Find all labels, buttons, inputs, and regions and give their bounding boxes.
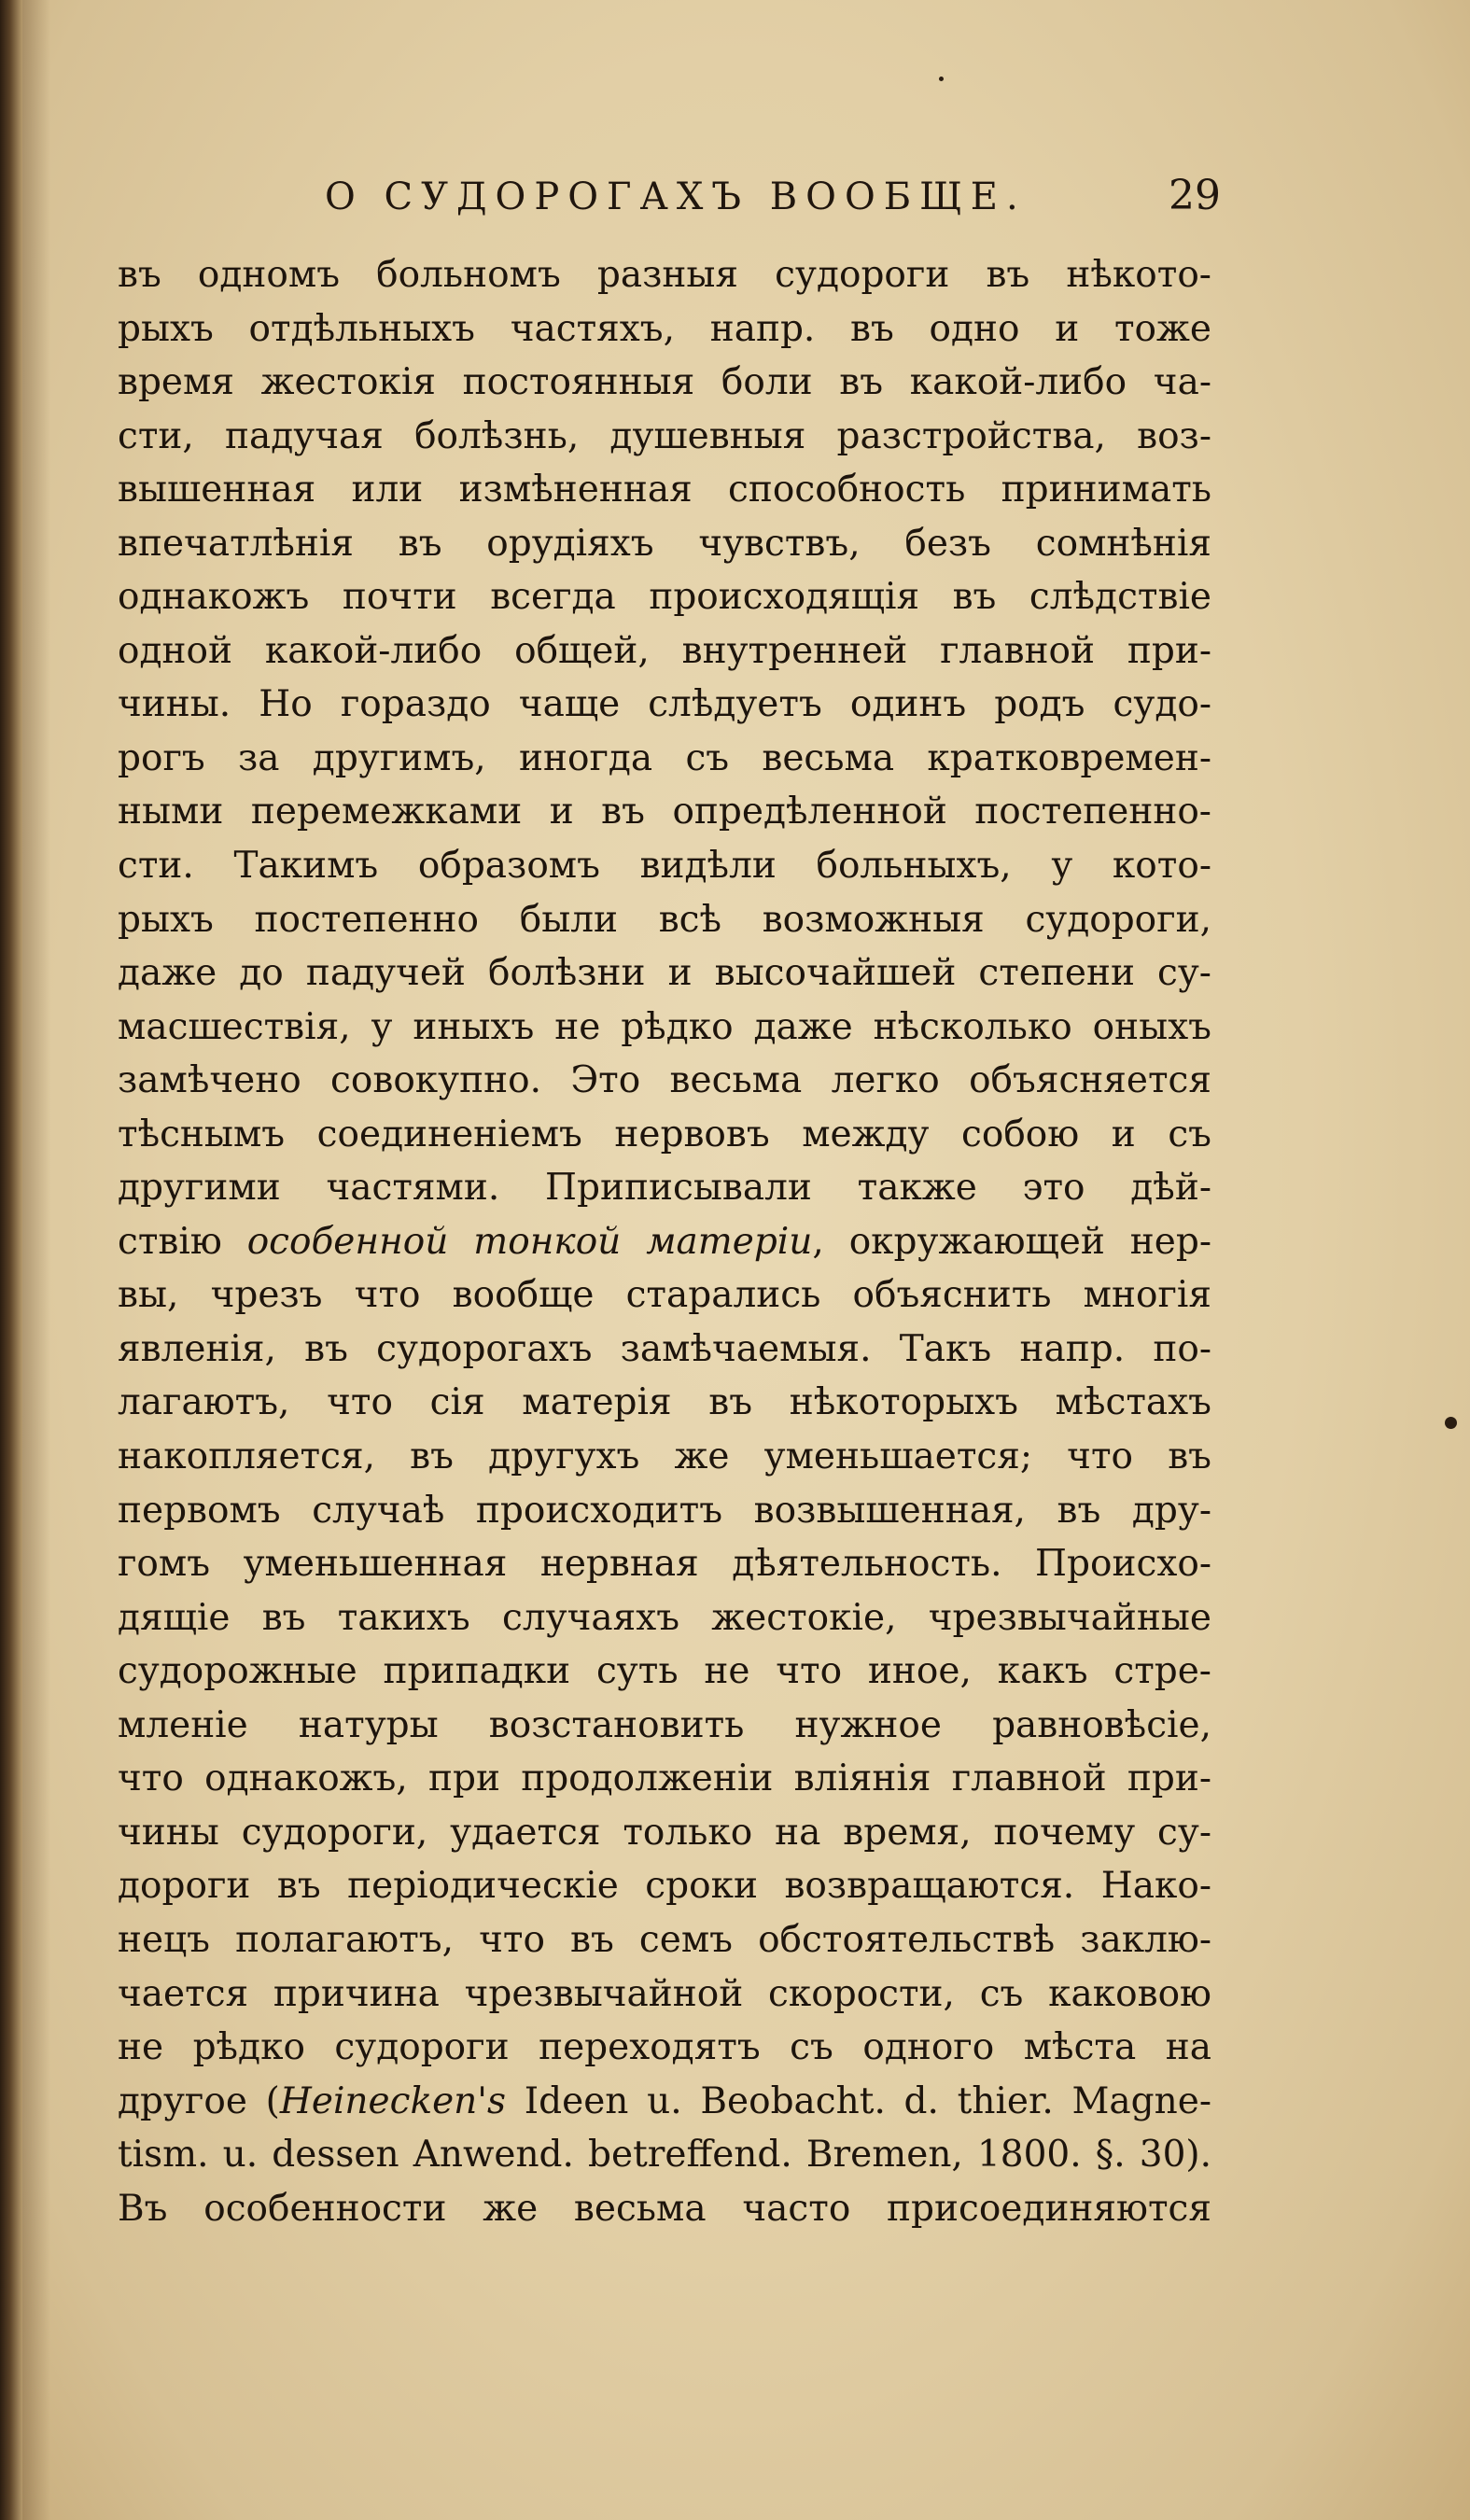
text-line [118,1054,1211,1108]
text-line-content: сти, падучая болѣзнь, душевныя разстройства, воз- [118,414,1211,457]
text-line [118,2182,1211,2236]
text-line-content: чины судороги, удается только на время, почему су- [118,1811,1211,1854]
text-line-content: замѣчено совокупно. Это весьма легко объясняется [118,1059,1211,1102]
text-line-content: рыхъ постепенно были всѣ возможныя судороги, [118,898,1211,941]
text-line [118,1430,1211,1484]
text-line-content: впечатлѣнія въ орудіяхъ чувствъ, безъ сомнѣнія [118,522,1211,565]
text-line [118,2075,1211,2129]
text-line-content: въ одномъ больномъ разныя судороги въ нѣкото- [118,254,1211,296]
text-line-content: судорожные припадки суть не что иное, какъ стре- [118,1650,1211,1693]
text-line-content: дящіе въ такихъ случаяхъ жестокіе, чрезвычайные [118,1596,1211,1639]
text-line-content: сти. Такимъ образомъ видѣли больныхъ, у кото- [118,845,1211,888]
text-line-content: мленіе натуры возстановить нужное равновѣсіе, [118,1703,1211,1746]
text-line [118,1108,1211,1162]
text-line-content: тѣснымъ соединеніемъ нервовъ между собою и съ [118,1113,1211,1155]
text-line [118,678,1211,732]
text-line-segment: другое ( [118,2079,280,2122]
text-line [118,1913,1211,1967]
ink-spot [1445,1417,1457,1429]
text-line [118,785,1211,839]
text-line-segment: , окружающей нер- [812,1220,1211,1263]
text-line [118,356,1211,410]
text-line [118,1752,1211,1806]
running-title: О СУДОРОГАХЪ ВООБЩЕ. [325,175,1027,218]
text-line-content: что однакожъ, при продолженіи вліянія главной при- [118,1757,1211,1800]
text-line [118,1323,1211,1377]
text-line-content: лагаютъ, что сія матерія въ нѣкоторыхъ мѣстахъ [118,1381,1211,1424]
text-line-content: чины. Но гораздо чаще слѣдуетъ одинъ родъ судо- [118,683,1211,726]
text-line-content: однакожъ почти всегда происходящія въ слѣдствіе [118,576,1211,619]
text-line-content: рогъ за другимъ, иногда съ весьма кратковремен- [118,736,1211,779]
text-line [118,1699,1211,1753]
text-line [118,1215,1211,1269]
text-line [118,946,1211,1001]
text-line [118,839,1211,893]
text-line-content: не рѣдко судороги переходятъ съ одного мѣста на [118,2026,1211,2069]
text-line [118,517,1211,571]
text-line-content: вы, чрезъ что вообще старались объяснить многія [118,1274,1211,1317]
text-line [118,2128,1211,2182]
text-line-content: чается причина чрезвычайной скорости, съ каковою [118,1972,1211,2015]
text-line [118,1591,1211,1645]
text-line [118,1537,1211,1591]
text-line [118,302,1211,357]
text-line-content: время жестокія постоянныя боли въ какой-либо ча- [118,361,1211,404]
text-line [118,893,1211,947]
ink-speck [939,77,944,81]
italic-phrase: особенной тонкой матеріи [246,1220,813,1263]
text-line [118,1161,1211,1215]
text-line [118,1484,1211,1538]
text-line-content: даже до падучей болѣзни и высочайшей степени су- [118,952,1211,995]
text-line [118,1859,1211,1913]
text-line-content: нецъ полагаютъ, что въ семъ обстоятельствѣ заклю- [118,1918,1211,1961]
text-line-content: дороги въ періодическіе сроки возвращаются. Нако- [118,1865,1211,1908]
text-line-content: вышенная или измѣненная способность принимать [118,469,1211,511]
text-line [118,1268,1211,1323]
text-line-content: явленія, въ судорогахъ замѣчаемыя. Такъ напр. по- [118,1327,1211,1370]
text-line [118,410,1211,464]
text-line [118,248,1211,302]
text-line [118,1376,1211,1430]
text-line [118,624,1211,679]
text-line [118,1967,1211,2022]
text-line-content: рыхъ отдѣльныхъ частяхъ, напр. въ одно и тоже [118,307,1211,350]
text-line-content: Въ особенности же весьма часто присоединяются [118,2187,1211,2230]
page-number: 29 [1169,172,1221,219]
italic-phrase: Heinecken's [279,2079,507,2122]
text-line [118,2021,1211,2075]
text-line-content: tism. u. dessen Anwend. betreffend. Bremen, 1800. §. 30). [118,2134,1211,2177]
text-line [118,732,1211,786]
text-line [118,463,1211,517]
text-line-content: накопляется, въ другухъ же уменьшается; что въ [118,1435,1211,1478]
text-line [118,1001,1211,1055]
book-binding-edge [0,0,22,2520]
text-line-content: гомъ уменьшенная нервная дѣятельность. Происхо- [118,1543,1211,1586]
text-line [118,1806,1211,1860]
running-head [121,172,1241,231]
text-line [118,1645,1211,1699]
text-line [118,570,1211,624]
page-gutter-shadow [22,0,50,2520]
text-line-content: одной какой-либо общей, внутренней главной при- [118,629,1211,672]
text-line-content: первомъ случаѣ происходитъ возвышенная, въ дру- [118,1489,1211,1532]
text-line-segment: Ideen u. Beobacht. d. thier. Magne- [506,2079,1211,2122]
text-line-content: масшествія, у иныхъ не рѣдко даже нѣсколько оныхъ [118,1005,1211,1048]
text-line-content: другими частями. Приписывали также это дѣй- [118,1167,1211,1210]
body-text [118,248,1211,2235]
text-line-segment: ствію [118,1220,247,1263]
text-line-content: ными перемежками и въ опредѣленной постепенно- [118,791,1211,833]
